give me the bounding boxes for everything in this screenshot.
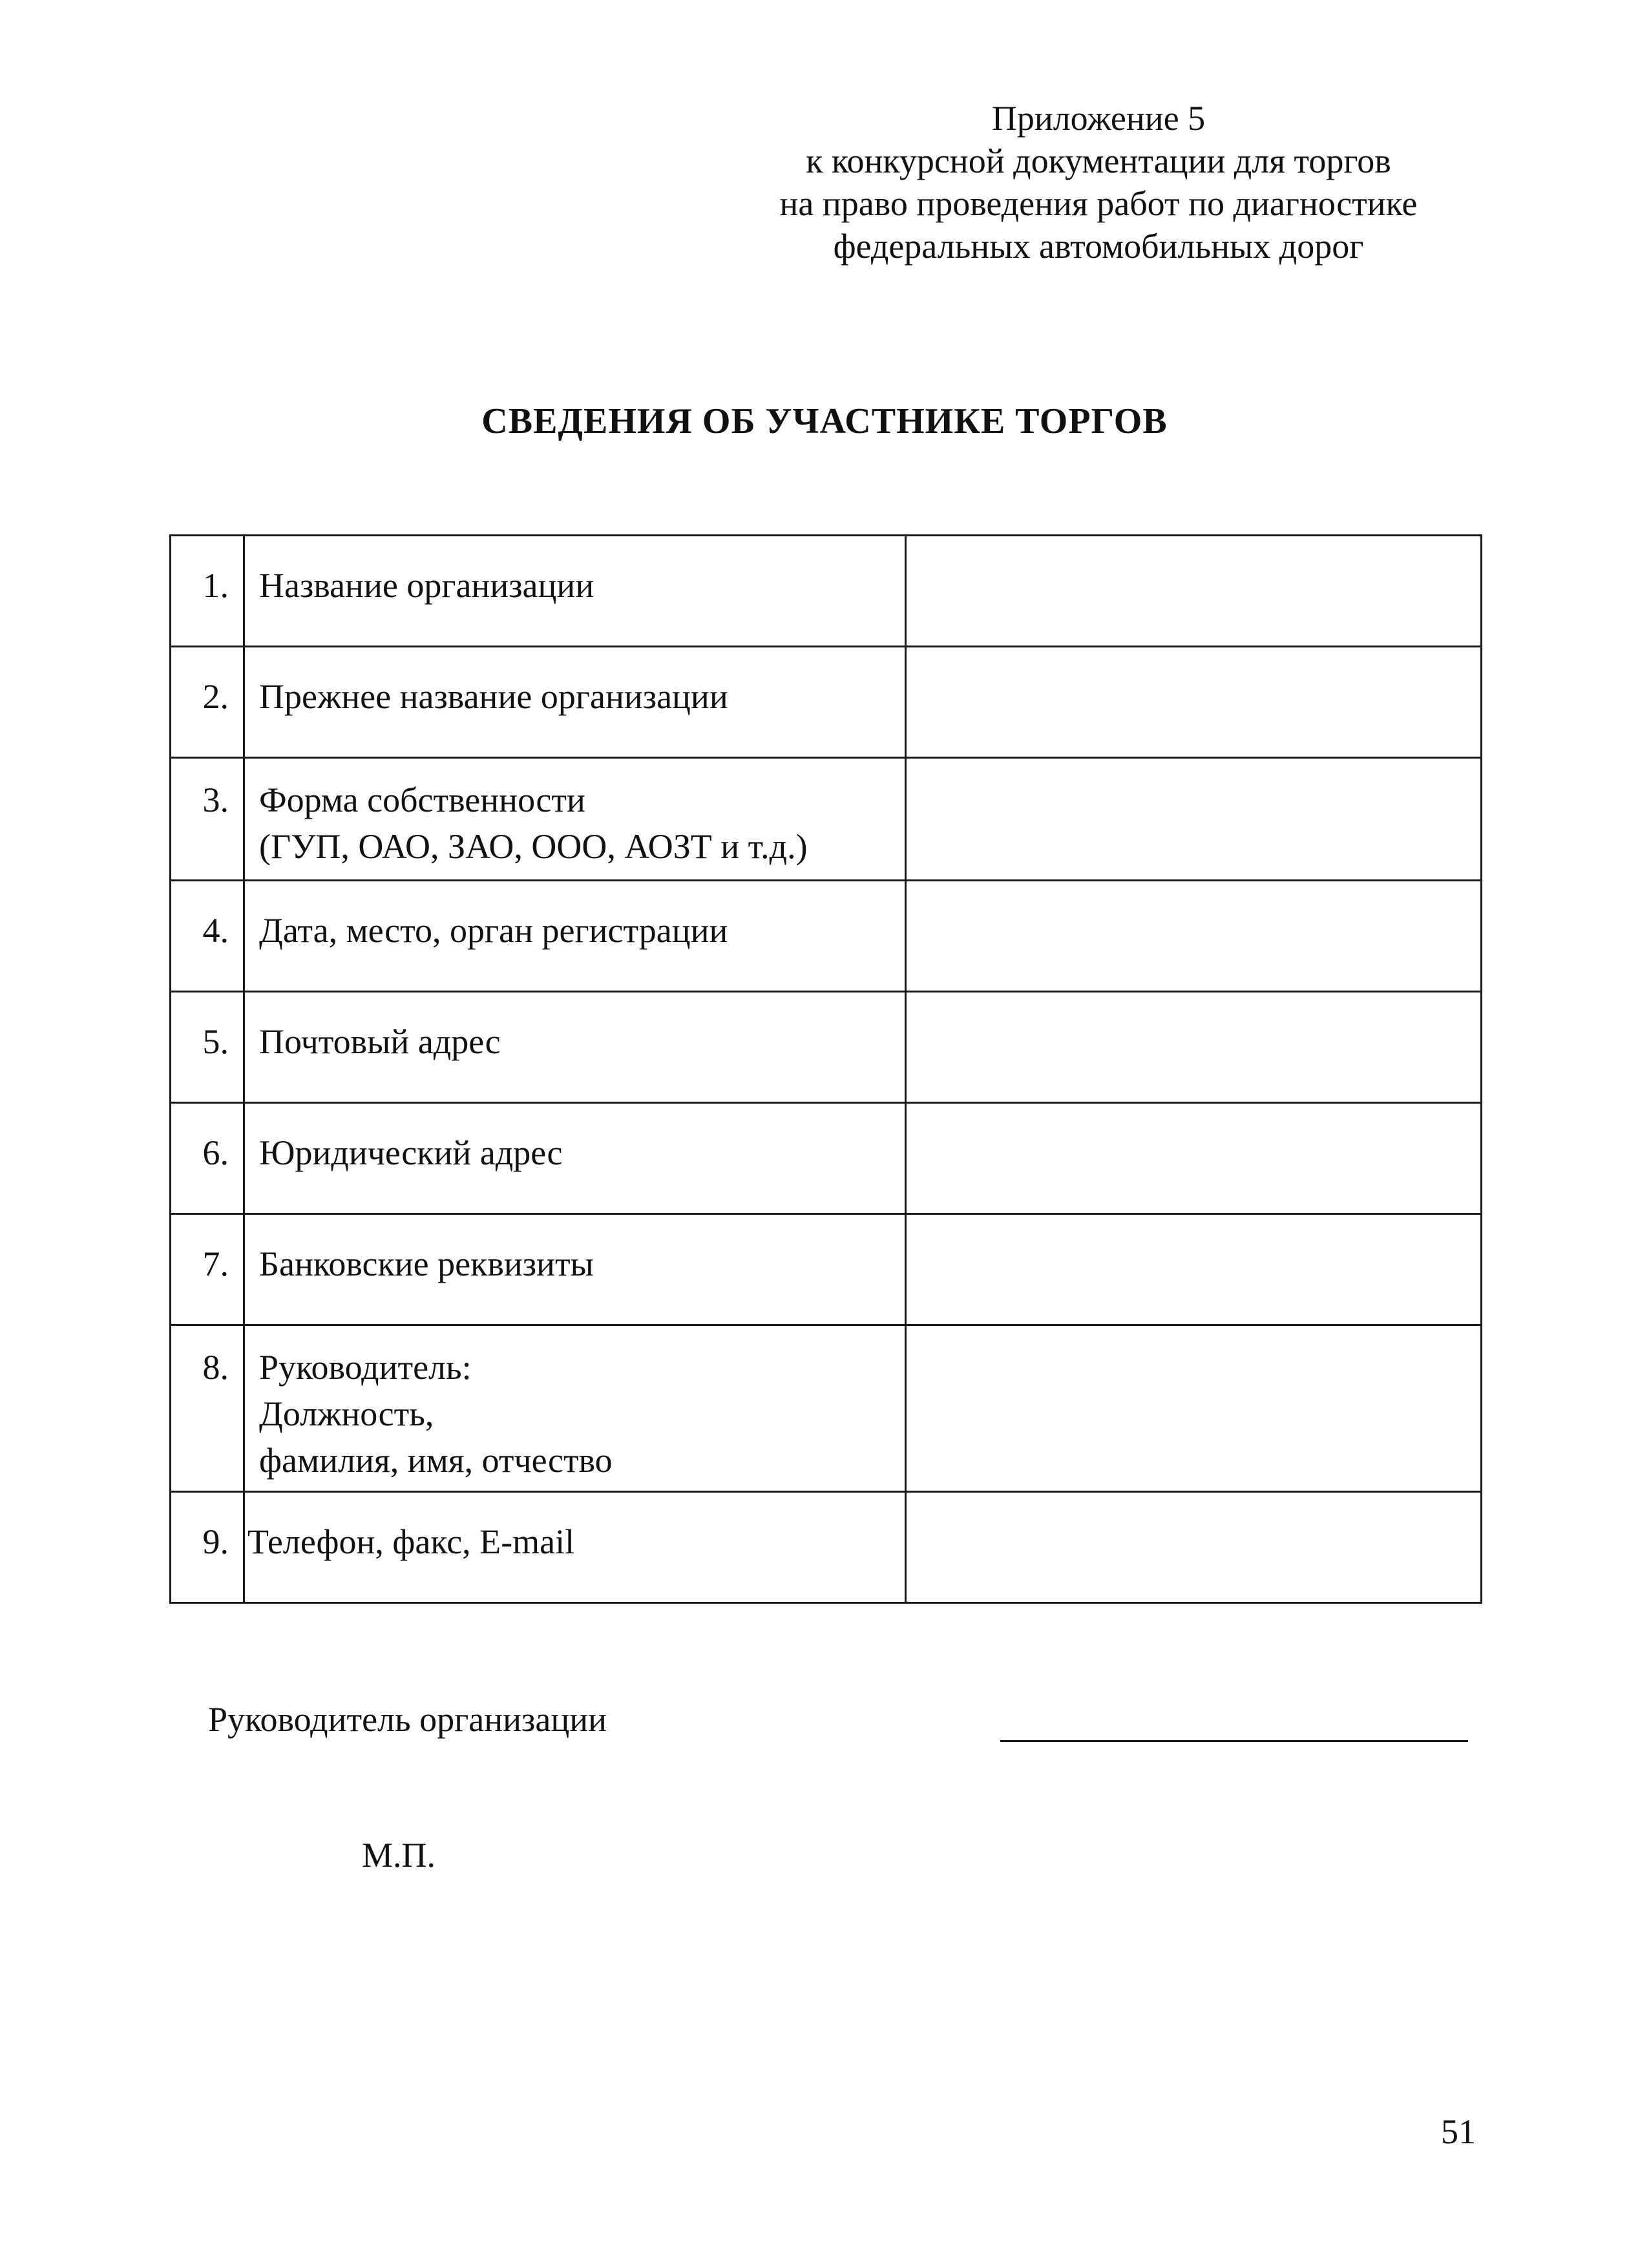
table-row [171, 1325, 1482, 1492]
table-row [171, 536, 1482, 647]
row-value-cell[interactable] [906, 1103, 1482, 1214]
row-label-line: Руководитель: [259, 1348, 472, 1387]
row-label [244, 647, 906, 758]
row-label-line: Название организации [259, 566, 594, 605]
appendix-header-line: к конкурсной документации для торгов [806, 142, 1391, 180]
row-label [244, 536, 906, 647]
row-label-line: Банковские реквизиты [259, 1244, 594, 1283]
row-value-cell[interactable] [906, 1214, 1482, 1325]
row-value-cell[interactable] [906, 881, 1482, 992]
row-label [244, 1492, 906, 1603]
row-label-line: (ГУП, ОАО, ЗАО, ООО, АОЗТ и т.д.) [259, 827, 808, 866]
row-label [244, 1214, 906, 1325]
participant-info-table [169, 534, 1482, 1604]
table-row [171, 1103, 1482, 1214]
row-value-cell[interactable] [906, 992, 1482, 1103]
row-value-cell[interactable] [906, 758, 1482, 881]
appendix-header-line: федеральных автомобильных дорог [833, 227, 1364, 266]
row-number: 2. [171, 647, 244, 758]
row-label-line: Юридический адрес [259, 1133, 563, 1172]
row-label-line: Почтовый адрес [259, 1022, 501, 1061]
stamp-label: М.П. [362, 1836, 436, 1874]
page-number: 51 [1441, 2112, 1476, 2151]
appendix-header [711, 97, 1486, 268]
signature-line[interactable] [1000, 1740, 1468, 1742]
row-label [244, 1325, 906, 1492]
row-number: 9. [171, 1492, 244, 1603]
table-row [171, 1492, 1482, 1603]
row-value-cell[interactable] [906, 536, 1482, 647]
table-row [171, 992, 1482, 1103]
signature-label: Руководитель организации [208, 1700, 607, 1739]
row-number: 4. [171, 881, 244, 992]
row-label-line: Телефон, факс, E-mail [247, 1522, 575, 1561]
table-row [171, 881, 1482, 992]
appendix-header-line: на право проведения работ по диагностике [779, 184, 1418, 223]
row-label-line: Прежнее название организации [259, 677, 728, 716]
row-label-line: Дата, место, орган регистрации [259, 911, 728, 950]
row-label-line: Должность, [259, 1394, 434, 1433]
row-label-line: Форма собственности [259, 781, 585, 819]
table-row [171, 758, 1482, 881]
row-number: 5. [171, 992, 244, 1103]
row-label-line: фамилия, имя, отчество [259, 1441, 613, 1480]
row-label [244, 992, 906, 1103]
row-number: 7. [171, 1214, 244, 1325]
row-number: 8. [171, 1325, 244, 1492]
table-row [171, 647, 1482, 758]
row-label [244, 881, 906, 992]
row-value-cell[interactable] [906, 1492, 1482, 1603]
row-label [244, 758, 906, 881]
row-label [244, 1103, 906, 1214]
table-row [171, 1214, 1482, 1325]
row-value-cell[interactable] [906, 1325, 1482, 1492]
row-number: 6. [171, 1103, 244, 1214]
document-title: СВЕДЕНИЯ ОБ УЧАСТНИКЕ ТОРГОВ [481, 401, 1168, 441]
row-number: 3. [171, 758, 244, 881]
row-value-cell[interactable] [906, 647, 1482, 758]
appendix-header-line: Приложение 5 [991, 99, 1206, 138]
row-number: 1. [171, 536, 244, 647]
